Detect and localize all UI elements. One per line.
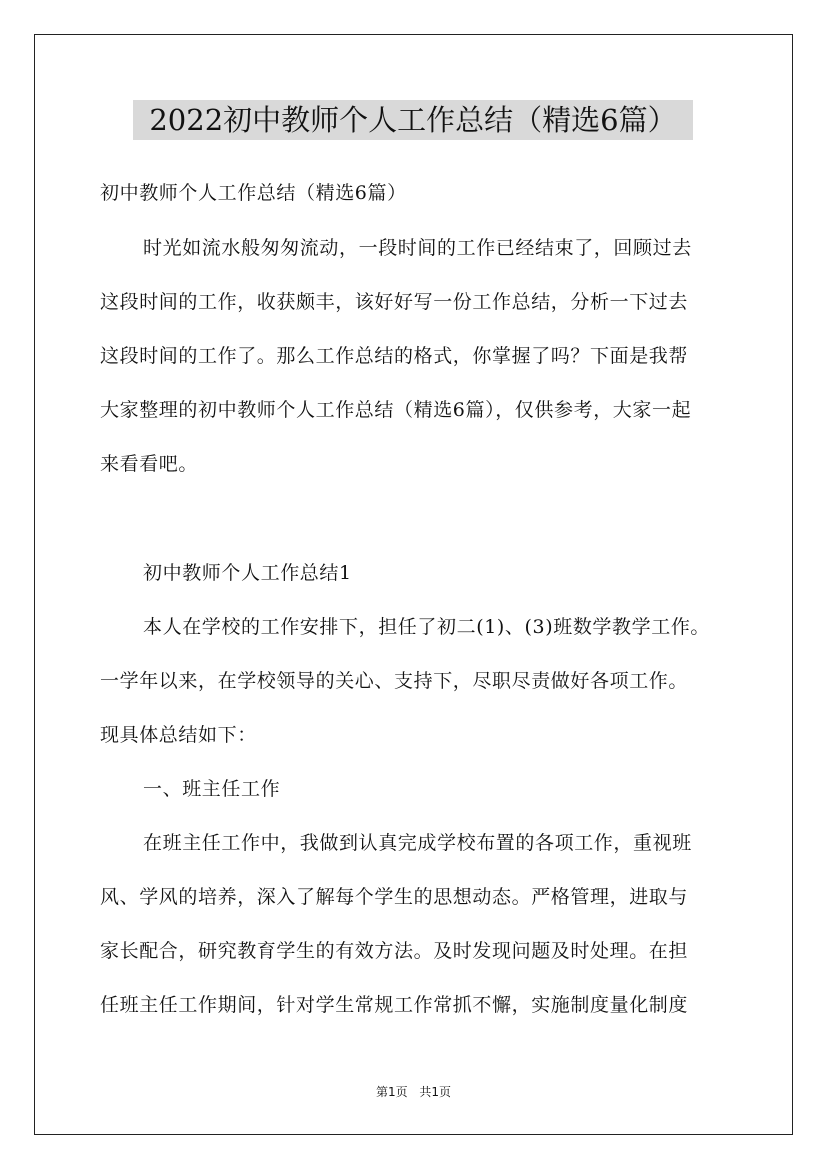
intro-line: 来看看吧。 xyxy=(100,453,199,475)
page-footer xyxy=(0,1084,827,1100)
subsection-heading: 一、班主任工作 xyxy=(143,778,281,800)
document-title: 2022初中教师个人工作总结（精选6篇） xyxy=(133,100,693,140)
subsection-line: 任班主任工作期间，针对学生常规工作常抓不懈，实施制度量化制度 xyxy=(100,994,689,1016)
document-subtitle: 初中教师个人工作总结（精选6篇） xyxy=(100,182,407,204)
intro-line: 这段时间的工作，收获颇丰，该好好写一份工作总结，分析一下过去 xyxy=(100,291,689,313)
section-line: 本人在学校的工作安排下，担任了初二(1)、(3)班数学教学工作。 xyxy=(143,616,711,638)
subsection-line: 在班主任工作中，我做到认真完成学校布置的各项工作，重视班 xyxy=(143,832,692,854)
subsection-line: 风、学风的培养，深入了解每个学生的思想动态。严格管理，进取与 xyxy=(100,886,689,908)
intro-line: 时光如流水般匆匆流动，一段时间的工作已经结束了，回顾过去 xyxy=(143,237,692,259)
section-heading: 初中教师个人工作总结1 xyxy=(143,562,352,584)
subsection-line: 家长配合，研究教育学生的有效方法。及时发现问题及时处理。在担 xyxy=(100,940,689,962)
intro-line: 这段时间的工作了。那么工作总结的格式，你掌握了吗？下面是我帮 xyxy=(100,345,689,367)
section-line: 现具体总结如下： xyxy=(100,724,257,746)
intro-line: 大家整理的初中教师个人工作总结（精选6篇），仅供参考，大家一起 xyxy=(100,399,692,421)
page-total: 共1页 xyxy=(419,1085,452,1099)
page-number: 第1页 xyxy=(375,1085,408,1099)
section-line: 一学年以来，在学校领导的关心、支持下，尽职尽责做好各项工作。 xyxy=(100,670,689,692)
